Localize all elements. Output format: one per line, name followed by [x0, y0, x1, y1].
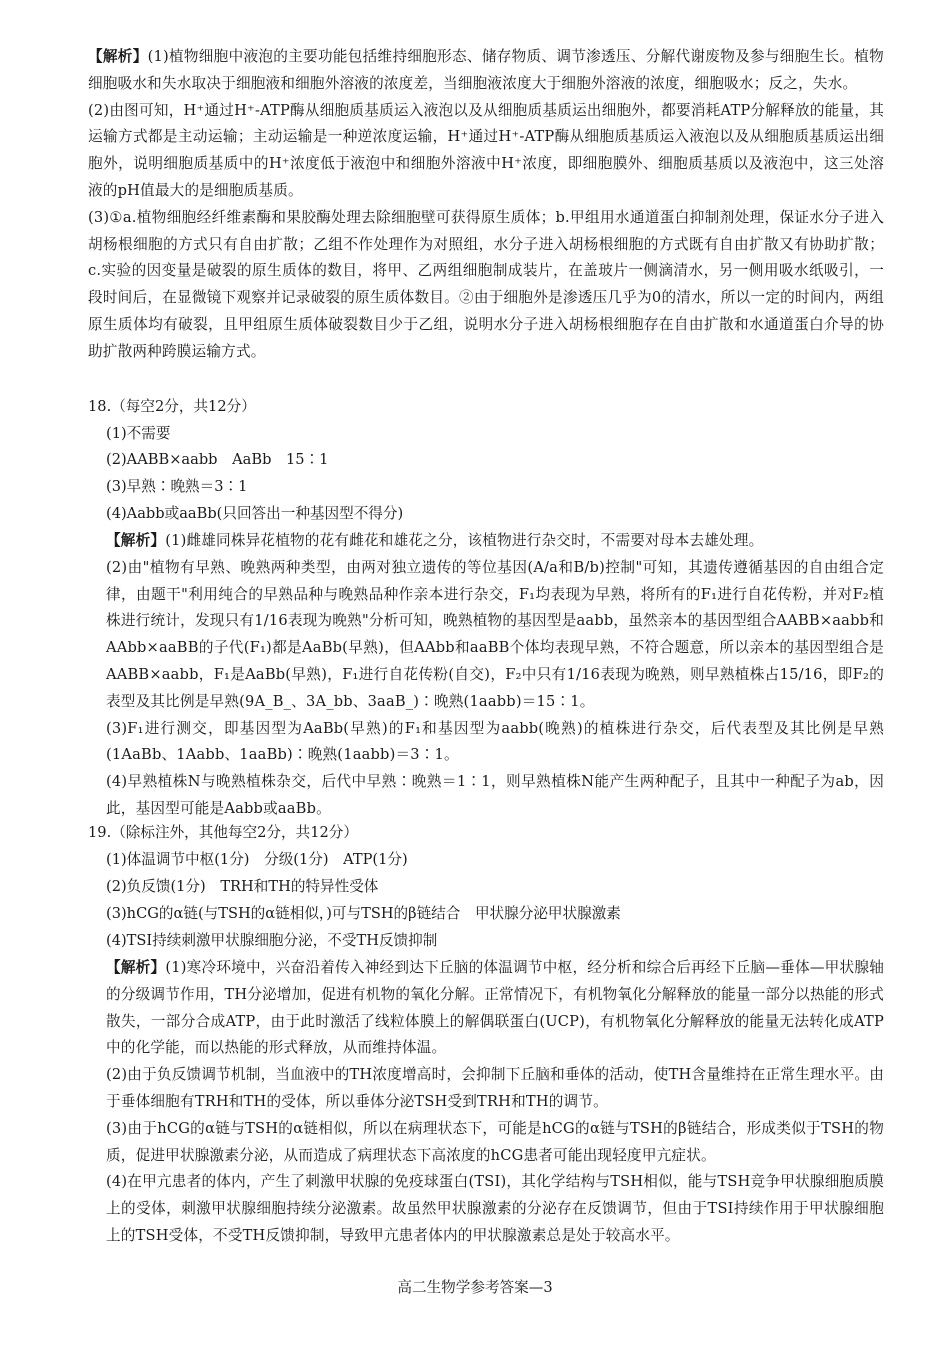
- q17-analysis-text-1: (1)植物细胞中液泡的主要功能包括维持细胞形态、储存物质、调节渗透压、分解代谢废物及参与细胞生长。植物细胞吸水和失水取决于细胞液和细胞外溶液的浓度差，当细胞液浓度大于细胞外溶液的浓度，细胞吸水；反之，失水。: [88, 48, 884, 92]
- analysis-tag: 【解析】: [106, 959, 166, 976]
- analysis-tag: 【解析】: [88, 48, 148, 65]
- q19-analysis-p2: (2)由于负反馈调节机制，当血液中的TH浓度增高时，会抑制下丘脑和垂体的活动，使TH含量维持在正常生理水平。由于垂体细胞有TRH和TH的受体，所以垂体分泌TSH受到TRH和TH的调节。: [106, 1066, 884, 1110]
- q18-answer-1: (1)不需要: [106, 425, 171, 442]
- q18-answer-3: (3)早熟∶晚熟＝3∶1: [106, 478, 248, 495]
- q18-analysis-text-1: (1)雌雄同株异花植物的花有雌花和雄花之分，该植物进行杂交时，不需要对母本去雄处理。: [165, 532, 764, 549]
- q17-analysis-p2: (2)由图可知，H⁺通过H⁺-ATP酶从细胞质基质运入液泡以及从细胞质基质运出细胞外，都要消耗ATP分解释放的能量，其运输方式都是主动运输；主动运输是一种逆浓度运输，H⁺通过H⁺-ATP酶从细胞质基质运入液泡以及从细胞质基质运出细胞外，说明细胞质基质中的H⁺浓度低于液泡中和细胞外溶液中H⁺浓度，即细胞膜外、细胞质基质以及液泡中，这三处溶液的pH值最大的是细胞质基质。: [88, 101, 884, 199]
- q18-analysis-p2: (2)由"植物有早熟、晚熟两种类型，由两对独立遗传的等位基因(A/a和B/b)控制"可知，其遗传遵循基因的自由组合定律，由题干"利用纯合的早熟品种与晚熟品种作亲本进行杂交，F₁均表现为早熟，将所有的F₁进行自花传粉，并对F₂植株进行统计，发现只有1/16表现为晚熟"分析可知，晚熟植物的基因型是aabb，虽然亲本的基因型组合AABB×aabb和AAbb×aaBB的子代(F₁)都是AaBb(早熟)，但AAbb和aaBB个体均表现早熟，不符合题意，所以亲本的基因型组合是AABB×aabb，F₁是AaBb(早熟)，F₁进行自花传粉(自交)，F₂中只有1/16表现为晚熟，则早熟植株占15/16，即F₂的表型及其比例是早熟(9A_B_、3A_bb、3aaB_)∶晚熟(1aabb)＝15∶1。: [106, 558, 884, 710]
- q19-answer-4: (4)TSI持续刺激甲状腺细胞分泌，不受TH反馈抑制: [106, 932, 438, 949]
- q19-analysis-p3: (3)由于hCG的α链与TSH的α链相似，所以在病理状态下，可能是hCG的α链与TSH的β链结合，形成类似于TSH的物质，促进甲状腺激素分泌，从而造成了病理状态下高浓度的hCG患者可能出现轻度甲亢症状。: [106, 1119, 884, 1164]
- q18-analysis-p4: (4)早熟植株N与晚熟植株杂交，后代中早熟∶晚熟＝1∶1，则早熟植株N能产生两种配子，且其中一种配子为ab，因此，基因型可能是Aabb或aaBb。: [106, 773, 884, 817]
- q18-analysis-p1: [106, 528, 884, 555]
- q19-analysis-p4: (4)在甲亢患者的体内，产生了刺激甲状腺的免疫球蛋白(TSI)，其化学结构与TSH相似，能与TSH竞争甲状腺细胞质膜上的受体，刺激甲状腺细胞持续分泌激素。故虽然甲状腺激素的分泌存在反馈调节，但由于TSI持续作用于甲状腺细胞上的TSH受体，不受TH反馈抑制，导致甲亢患者体内的甲状腺激素总是处于较高水平。: [106, 1173, 884, 1244]
- q19-answer-1: (1)体温调节中枢(1分) 分级(1分) ATP(1分): [106, 851, 408, 868]
- q18-answer-4: (4)Aabb或aaBb(只回答出一种基因型不得分): [106, 505, 404, 522]
- q18-analysis-p3: (3)F₁进行测交，即基因型为AaBb(早熟)的F₁和基因型为aabb(晚熟)的植株进行杂交，后代表型及其比例是早熟(1AaBb、1Aabb、1aaBb)∶晚熟(1aabb)＝3∶1。: [106, 719, 884, 764]
- q19-analysis-p1: [106, 955, 884, 1062]
- q18-heading: 18.（每空2分，共12分）: [88, 398, 256, 415]
- q18-answer-2: (2)AABB×aabb AaBb 15∶1: [106, 451, 329, 468]
- q17-analysis: [88, 44, 884, 366]
- q17-analysis-p1: [88, 44, 884, 98]
- q19-heading: 19.（除标注外，其他每空2分，共12分）: [88, 824, 358, 841]
- q19-analysis: [106, 955, 884, 1250]
- analysis-tag: 【解析】: [106, 532, 166, 549]
- q19-answer-3: (3)hCG的α链(与TSH的α链相似，)可与TSH的β链结合 甲状腺分泌甲状腺激素: [106, 905, 621, 922]
- q17-analysis-p3: (3)①a.植物细胞经纤维素酶和果胶酶处理去除细胞壁可获得原生质体；b.甲组用水通道蛋白抑制剂处理，保证水分子进入胡杨根细胞的方式只有自由扩散；乙组不作处理作为对照组，水分子进入胡杨根细胞的方式既有自由扩散又有协助扩散；c.实验的因变量是破裂的原生质体的数目，将甲、乙两组细胞制成装片，在盖玻片一侧滴清水，另一侧用吸水纸吸引，一段时间后，在显微镜下观察并记录破裂的原生质体数目。②由于细胞外是渗透压几乎为0的清水，所以一定的时间内，两组原生质体均有破裂，且甲组原生质体破裂数目少于乙组，说明水分子进入胡杨根细胞存在自由扩散和水通道蛋白介导的协助扩散两种跨膜运输方式。: [88, 208, 884, 360]
- q19-answer-2: (2)负反馈(1分) TRH和TH的特异性受体: [106, 878, 379, 895]
- q19-analysis-text-1: (1)寒冷环境中，兴奋沿着传入神经到达下丘脑的体温调节中枢，经分析和综合后再经下丘脑—垂体—甲状腺轴的分级调节作用，TH分泌增加，促进有机物的氧化分解。正常情况下，有机物氧化分解释放的能量一部分以热能的形式散失，一部分合成ATP，由于此时激活了线粒体膜上的解偶联蛋白(UCP)，有机物氧化分解释放的能量无法转化成ATP中的化学能，而以热能的形式释放，从而维持体温。: [106, 959, 884, 1057]
- q18-analysis: [106, 528, 884, 823]
- page-footer: 高二生物学参考答案—3: [397, 1279, 553, 1296]
